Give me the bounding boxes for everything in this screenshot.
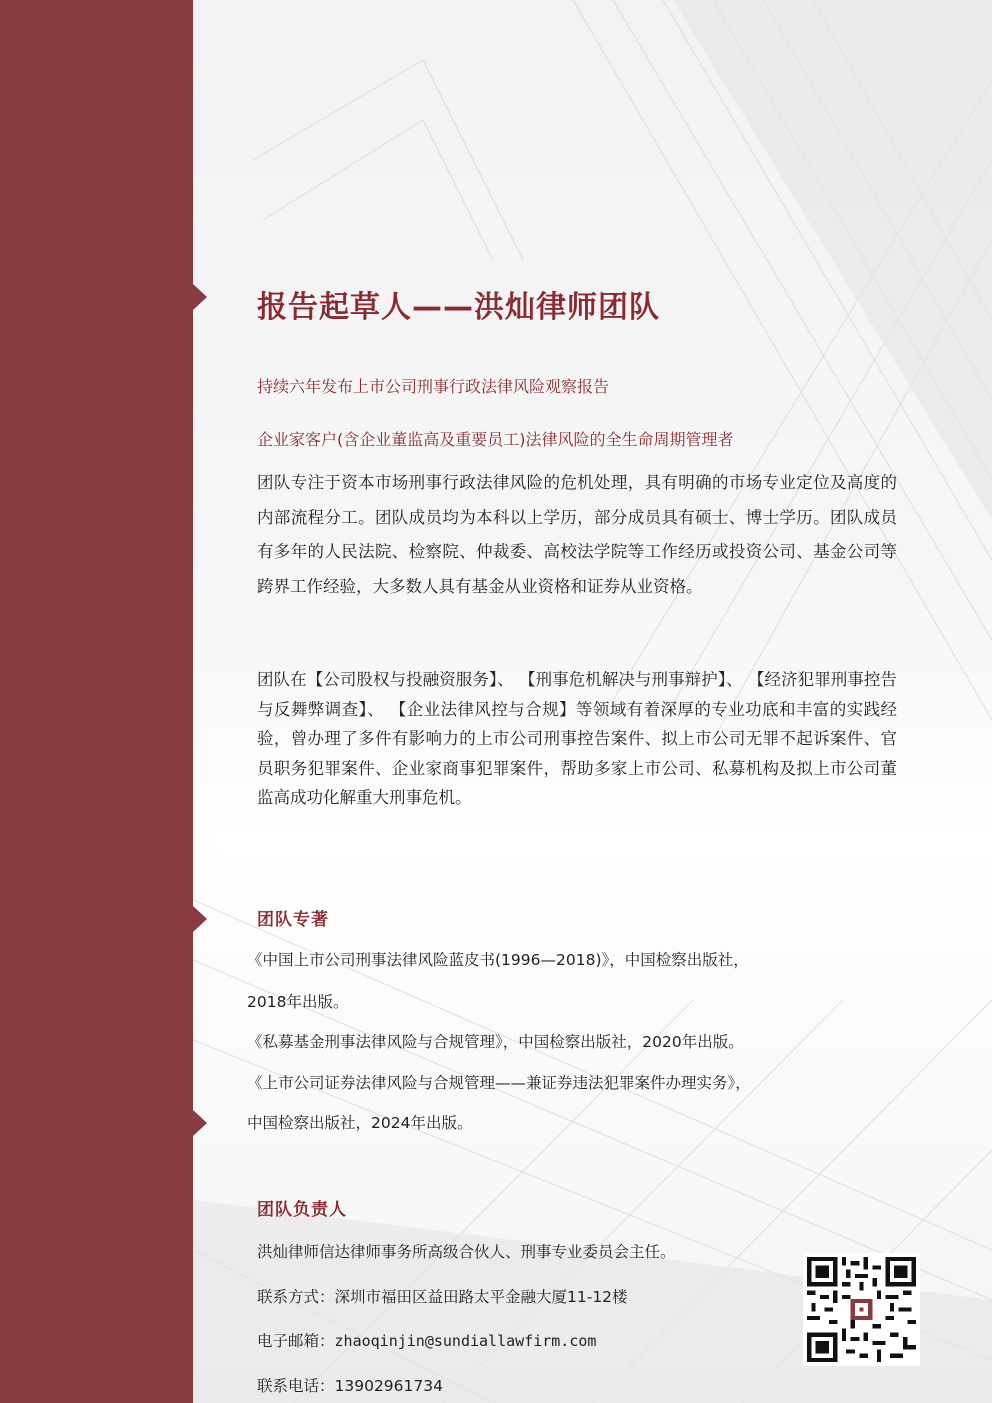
- book-line: 2018年出版。: [247, 993, 349, 1011]
- team-intro-paragraph: 团队专注于资本市场刑事行政法律风险的危机处理，具有明确的市场专业定位及高度的内部流程分工。团队成员均为本科以上学历，部分成员具有硕士、博士学历。团队成员有多年的人民法院、检察院、仲裁委、高校法学院等工作经历或投资公司、基金公司等跨界工作经验，大多数人具有基金从业资格和证券从业资格。: [257, 473, 897, 596]
- notch-marker: [193, 906, 207, 932]
- books-heading: 团队专著: [257, 910, 329, 930]
- subtitle-role: 企业家客户(含企业董监高及重要员工)法律风险的全生命周期管理者: [257, 430, 734, 449]
- sidebar-band: [0, 0, 193, 1403]
- book-line: 中国检察出版社，2024年出版。: [247, 1114, 473, 1132]
- contact-phone: 联系电话：13902961734: [257, 1377, 443, 1395]
- page-title: 报告起草人——洪灿律师团队: [257, 290, 660, 325]
- notch-marker: [193, 284, 207, 310]
- email-link[interactable]: zhaoqinjin@sundiallawfirm.com: [334, 1332, 597, 1350]
- book-line: 《上市公司证券法律风险与合规管理——兼证券违法犯罪案件办理实务》，: [247, 1074, 751, 1092]
- leader-heading: 团队负责人: [257, 1200, 347, 1220]
- book-line: 《中国上市公司刑事法律风险蓝皮书(1996—2018)》，中国检察出版社，: [247, 951, 749, 969]
- book-line: 《私募基金刑事法律风险与合规管理》，中国检察出版社，2020年出版。: [247, 1033, 744, 1051]
- contact-address: 联系方式：深圳市福田区益田路太平金融大厦11-12楼: [257, 1288, 628, 1306]
- email-label: 电子邮箱：: [257, 1332, 335, 1350]
- team-expertise-paragraph: 团队在【公司股权与投融资服务】、 【刑事危机解决与刑事辩护】、 【经济犯罪刑事控告与反舞弊调查】、 【企业法律风控与合规】等领域有着深厚的专业功底和丰富的实践经验，曾办理了多件有影响力的上市公司刑事控告案件、拟上市公司无罪不起诉案件、官员职务犯罪案件、企业家商事犯罪案件，帮助多家上市公司、私募机构及拟上市公司董监高成功化解重大刑事危机。: [257, 670, 897, 807]
- contact-email: [257, 1329, 596, 1351]
- leader-description: 洪灿律师信达律师事务所高级合伙人、刑事专业委员会主任。: [257, 1243, 676, 1261]
- qr-code[interactable]: [803, 1253, 920, 1366]
- notch-marker: [193, 1110, 207, 1136]
- subtitle-reports: 持续六年发布上市公司刑事行政法律风险观察报告: [257, 377, 610, 396]
